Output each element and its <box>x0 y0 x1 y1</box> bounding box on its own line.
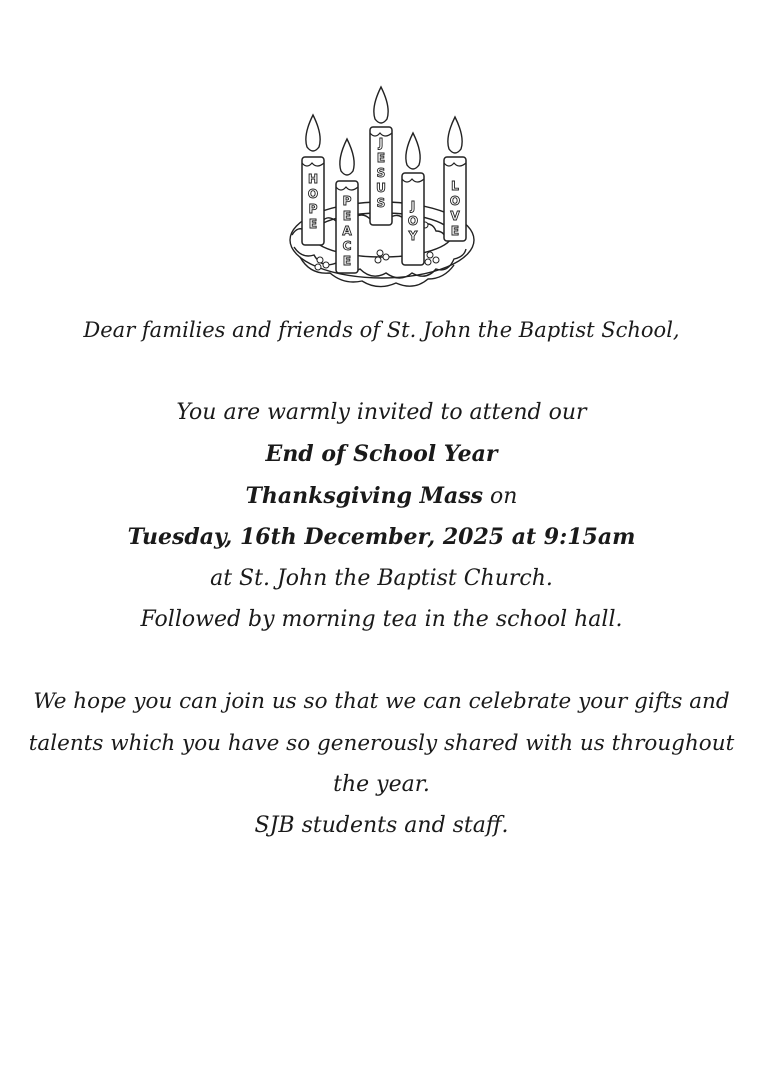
svg-text:E: E <box>342 254 352 268</box>
svg-text:J: J <box>378 136 384 150</box>
greeting: Dear families and friends of St. John the Baptist School, <box>83 318 680 342</box>
svg-text:P: P <box>342 194 352 208</box>
signature: SJB students and staff. <box>254 813 509 838</box>
invite-line-1: You are warmly invited to attend our <box>176 400 587 425</box>
svg-text:E: E <box>450 224 460 238</box>
svg-text:E: E <box>376 151 386 165</box>
event-name: Thanksgiving Mass <box>245 483 484 509</box>
event-name-suffix: on <box>483 484 518 509</box>
svg-text:J: J <box>410 199 416 213</box>
svg-text:H: H <box>307 172 319 186</box>
closing-line-2: talents which you have so generously shared with us throughout <box>28 731 735 756</box>
svg-text:S: S <box>376 196 386 210</box>
svg-text:Y: Y <box>408 229 418 243</box>
event-subtitle <box>0 481 763 512</box>
svg-text:C: C <box>342 239 352 253</box>
event-title: End of School Year <box>265 441 498 467</box>
closing-line-3: the year. <box>333 772 430 797</box>
svg-text:P: P <box>308 202 318 216</box>
svg-text:O: O <box>407 214 419 228</box>
svg-text:U: U <box>376 181 386 195</box>
closing-line-1: We hope you can join us so that we can celebrate your gifts and <box>33 689 730 714</box>
event-location: at St. John the Baptist Church. <box>210 566 553 591</box>
event-followup: Followed by morning tea in the school hall. <box>140 607 623 632</box>
svg-text:E: E <box>342 209 352 223</box>
svg-text:L: L <box>451 179 459 193</box>
svg-text:A: A <box>342 224 352 238</box>
advent-wreath-candles-icon <box>280 85 485 295</box>
svg-text:V: V <box>450 209 460 223</box>
svg-text:S: S <box>376 166 386 180</box>
event-datetime: Tuesday, 16th December, 2025 at 9:15am <box>127 524 636 550</box>
svg-text:O: O <box>307 187 319 201</box>
svg-text:O: O <box>449 194 461 208</box>
svg-text:E: E <box>308 217 318 231</box>
